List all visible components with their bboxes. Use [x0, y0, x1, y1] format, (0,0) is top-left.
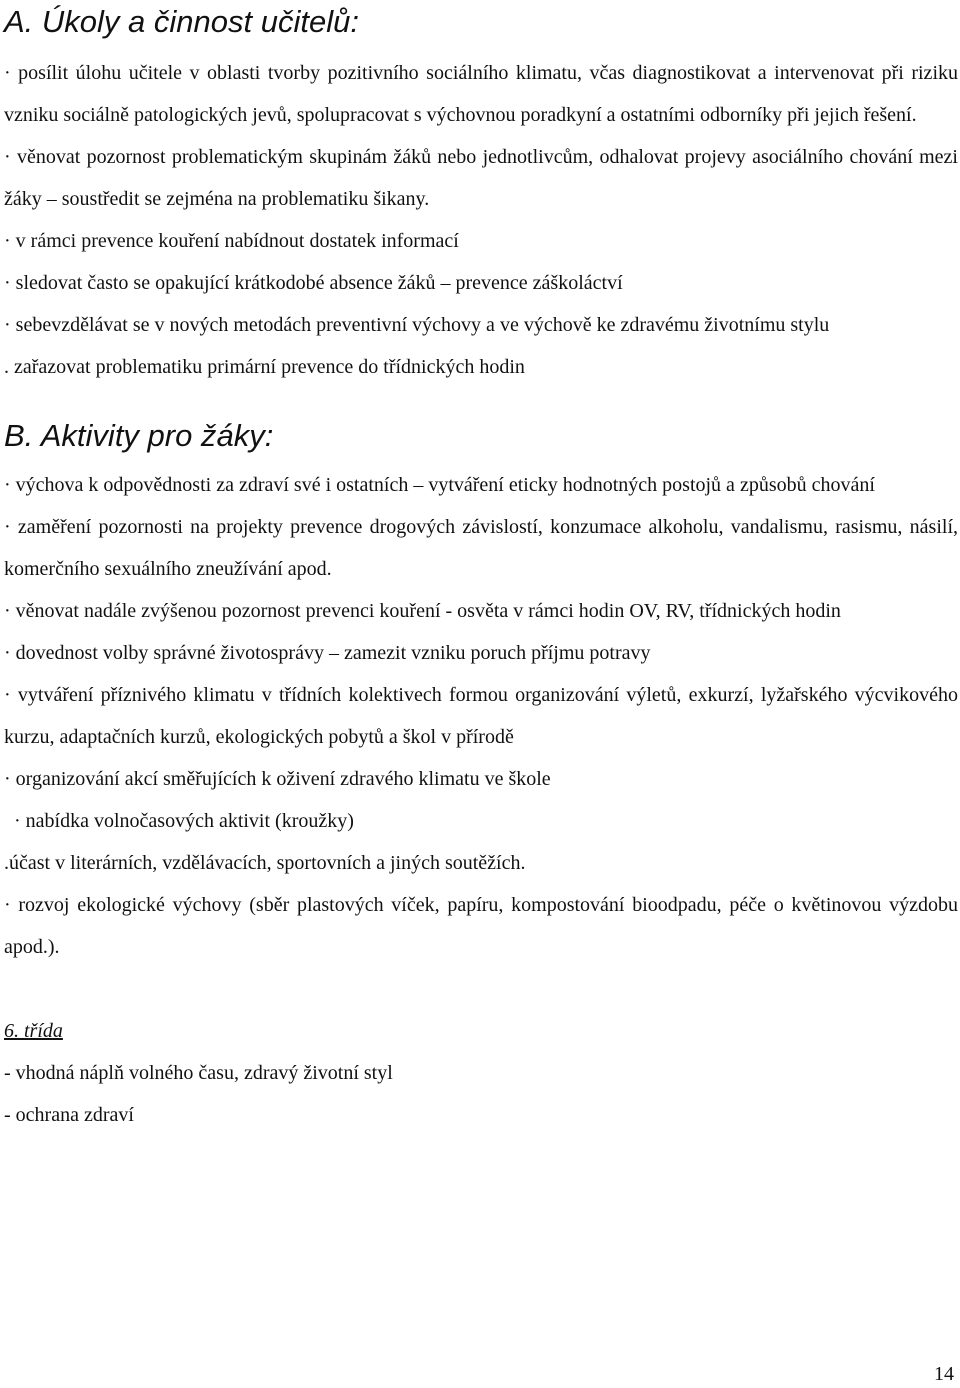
- section-b-item: · nabídka volnočasových aktivit (kroužky): [4, 810, 354, 832]
- section-b-item: · výchova k odpovědnosti za zdraví své i ostatních – vytváření eticky hodnotných postojů a způsobů chování: [4, 474, 875, 496]
- section-b-item: · rozvoj ekologické výchovy (sběr plastových víček, papíru, kompostování bioodpadu, péče o květinovou výzdobu apod.).: [4, 894, 958, 958]
- section-a-item: · posílit úlohu učitele v oblasti tvorby pozitivního sociálního klimatu, včas diagnostikovat a intervenovat při riziku vzniku sociálně patologických jevů, spolupracovat s výchovnou poradkyní a ostatními odborníky při jejich řešení.: [4, 62, 958, 126]
- section-b-item: · zaměření pozornosti na projekty prevence drogových závislostí, konzumace alkoholu, vandalismu, rasismu, násilí, komerčního sexuálního zneužívání apod.: [4, 516, 958, 580]
- section-a-list: [4, 52, 958, 388]
- section-a-item: · sebevzdělávat se v nových metodách preventivní výchovy a ve výchově ke zdravému životnímu stylu: [4, 314, 830, 336]
- grade-6-list: [4, 1052, 958, 1136]
- section-b-list: [4, 464, 958, 968]
- section-b-item: · organizování akcí směřujících k oživení zdravého klimatu ve škole: [4, 768, 551, 790]
- section-b-item: · vytváření příznivého klimatu v třídních kolektivech formou organizování výletů, exkurzí, lyžařského výcvikového kurzu, adaptačních kurzů, ekologických pobytů a škol v přírodě: [4, 684, 958, 748]
- grade-6-item: - ochrana zdraví: [4, 1104, 134, 1126]
- page-number: 14: [934, 1363, 954, 1385]
- section-a-heading: A. Úkoly a činnost učitelů:: [4, 4, 359, 39]
- section-b-heading: B. Aktivity pro žáky:: [4, 418, 274, 453]
- section-a-item: · sledovat často se opakující krátkodobé absence žáků – prevence záškoláctví: [4, 272, 623, 294]
- section-b-item: · věnovat nadále zvýšenou pozornost prevenci kouření - osvěta v rámci hodin OV, RV, třídnických hodin: [4, 600, 841, 622]
- document-page: [4, 0, 958, 1136]
- section-a-item: · v rámci prevence kouření nabídnout dostatek informací: [4, 230, 459, 252]
- grade-6-heading: 6. třída: [4, 1020, 63, 1042]
- section-a-item: . zařazovat problematiku primární prevence do třídnických hodin: [4, 356, 525, 378]
- section-a-item: · věnovat pozornost problematickým skupinám žáků nebo jednotlivcům, odhalovat projevy asociálního chování mezi žáky – soustředit se zejména na problematiku šikany.: [4, 146, 958, 210]
- section-b-item: .účast v literárních, vzdělávacích, sportovních a jiných soutěžích.: [4, 852, 526, 874]
- grade-6-item: - vhodná náplň volného času, zdravý životní styl: [4, 1062, 393, 1084]
- section-b-item: · dovednost volby správné životosprávy – zamezit vzniku poruch příjmu potravy: [4, 642, 651, 664]
